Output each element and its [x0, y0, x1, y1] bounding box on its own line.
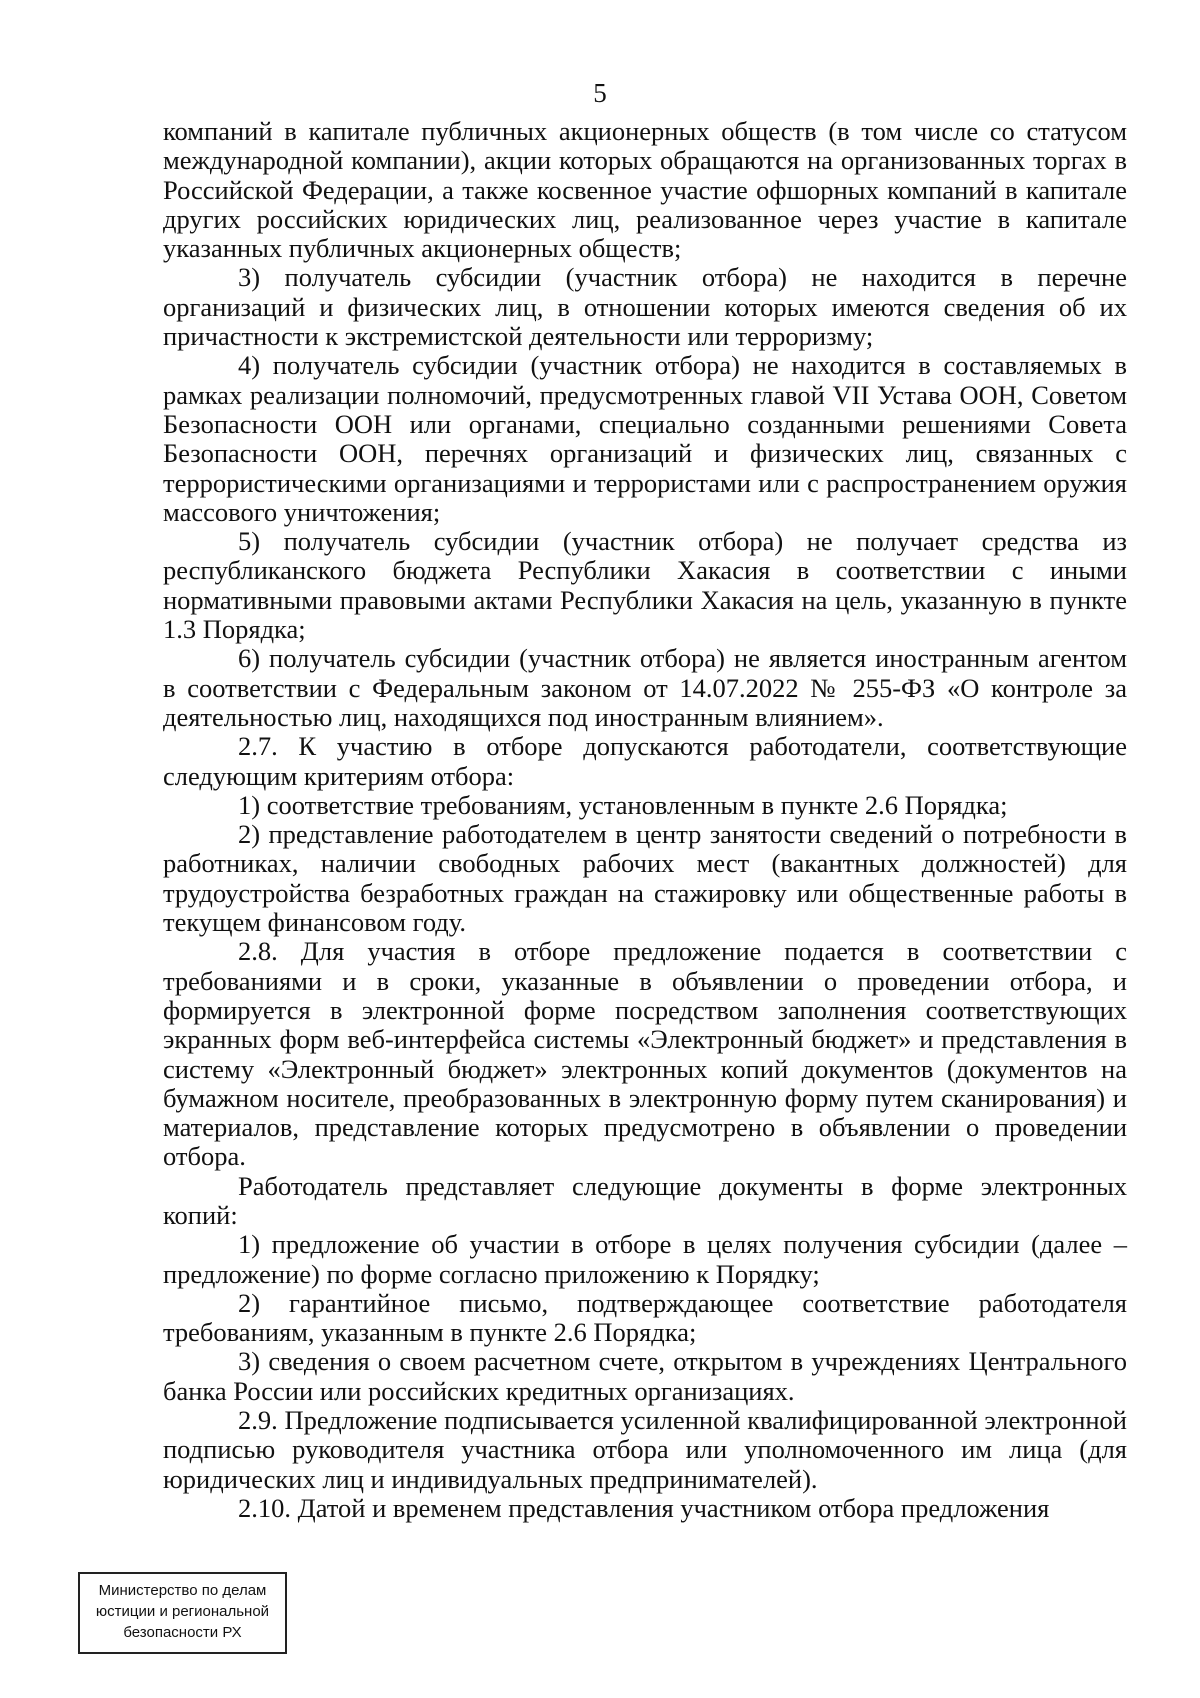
paragraph-2-7: 2.7. К участию в отборе допускаются работодатели, соответствующие следующим критериям отбора: — [163, 731, 1127, 791]
paragraph-documents-item-3: 3) сведения о своем расчетном счете, открытом в учреждениях Центрального банка России или российских кредитных организациях. — [163, 1346, 1127, 1406]
paragraph-documents-intro: Работодатель представляет следующие документы в форме электронных копий: — [163, 1170, 1127, 1230]
stamp-line: юстиции и региональной — [95, 1603, 270, 1620]
stamp-line: безопасности РХ — [123, 1624, 242, 1641]
paragraph-item-3: 3) получатель субсидии (участник отбора) не находится в перечне организаций и физических лиц, в отношении которых имеются сведения об их причастности к экстремистской деятельности или терроризму; — [163, 262, 1127, 352]
page-number: 5 — [593, 78, 607, 108]
ministry-stamp — [78, 1572, 287, 1654]
document-body — [163, 117, 1127, 1523]
paragraph-continuation: компаний в капитале публичных акционерных обществ (в том числе со статусом международной компании), акции которых обращаются на организованных торгах в Российской Федерации, а также косвенное участие офшорных компаний в капитале других российских юридических лиц, реализованное через участие в капитале указанных публичных акционерных обществ; — [163, 116, 1127, 264]
paragraph-documents-item-1: 1) предложение об участии в отборе в целях получения субсидии (далее – предложение) по форме согласно приложению к Порядку; — [163, 1229, 1127, 1289]
paragraph-2-7-item-1: 1) соответствие требованиям, установленным в пункте 2.6 Порядка; — [238, 789, 1008, 820]
paragraph-2-9: 2.9. Предложение подписывается усиленной квалифицированной электронной подписью руководителя участника отбора или уполномоченного им лица (для юридических лиц и индивидуальных предпринимателей). — [163, 1405, 1127, 1494]
paragraph-item-4: 4) получатель субсидии (участник отбора) не находится в составляемых в рамках реализации полномочий, предусмотренных главой VII Устава ООН, Советом Безопасности ООН или органами, специально созданными решениями Совета Безопасности ООН, перечнях организаций и физических лиц, связанных с террористическими организациями и террористами или с распространением оружия массового уничтожения; — [163, 350, 1127, 527]
paragraph-2-8: 2.8. Для участия в отборе предложение подается в соответствии с требованиями и в сроки, указанные в объявлении о проведении отбора, и формируется в электронной форме посредством заполнения соответствующих экранных форм веб-интерфейса системы «Электронный бюджет» и представления в систему «Электронный бюджет» электронных копий документов (документов на бумажном носителе, преобразованных в электронную форму путем сканирования) и материалов, представление которых предусмотрено в объявлении о проведении отбора. — [163, 936, 1127, 1172]
paragraph-2-10: 2.10. Датой и временем представления участником отбора предложения — [238, 1492, 1050, 1523]
stamp-line: Министерство по делам — [98, 1582, 267, 1599]
paragraph-item-6: 6) получатель субсидии (участник отбора) не является иностранным агентом в соответствии с Федеральным законом от 14.07.2022 № 255-ФЗ «О контроле за деятельностью лиц, находящихся под иностранным влиянием». — [163, 643, 1127, 732]
paragraph-documents-item-2: 2) гарантийное письмо, подтверждающее соответствие работодателя требованиям, указанным в пункте 2.6 Порядка; — [163, 1287, 1127, 1348]
paragraph-item-5: 5) получатель субсидии (участник отбора) не получает средства из республиканского бюджета Республики Хакасия в соответствии с иными нормативными правовыми актами Республики Хакасия на цель, указанную в пункте 1.3 Порядка; — [163, 526, 1127, 645]
paragraph-2-7-item-2: 2) представление работодателем в центр занятости сведений о потребности в работниках, наличии свободных рабочих мест (вакантных должностей) для трудоустройства безработных граждан на стажировку или общественные работы в текущем финансовом году. — [163, 819, 1127, 938]
